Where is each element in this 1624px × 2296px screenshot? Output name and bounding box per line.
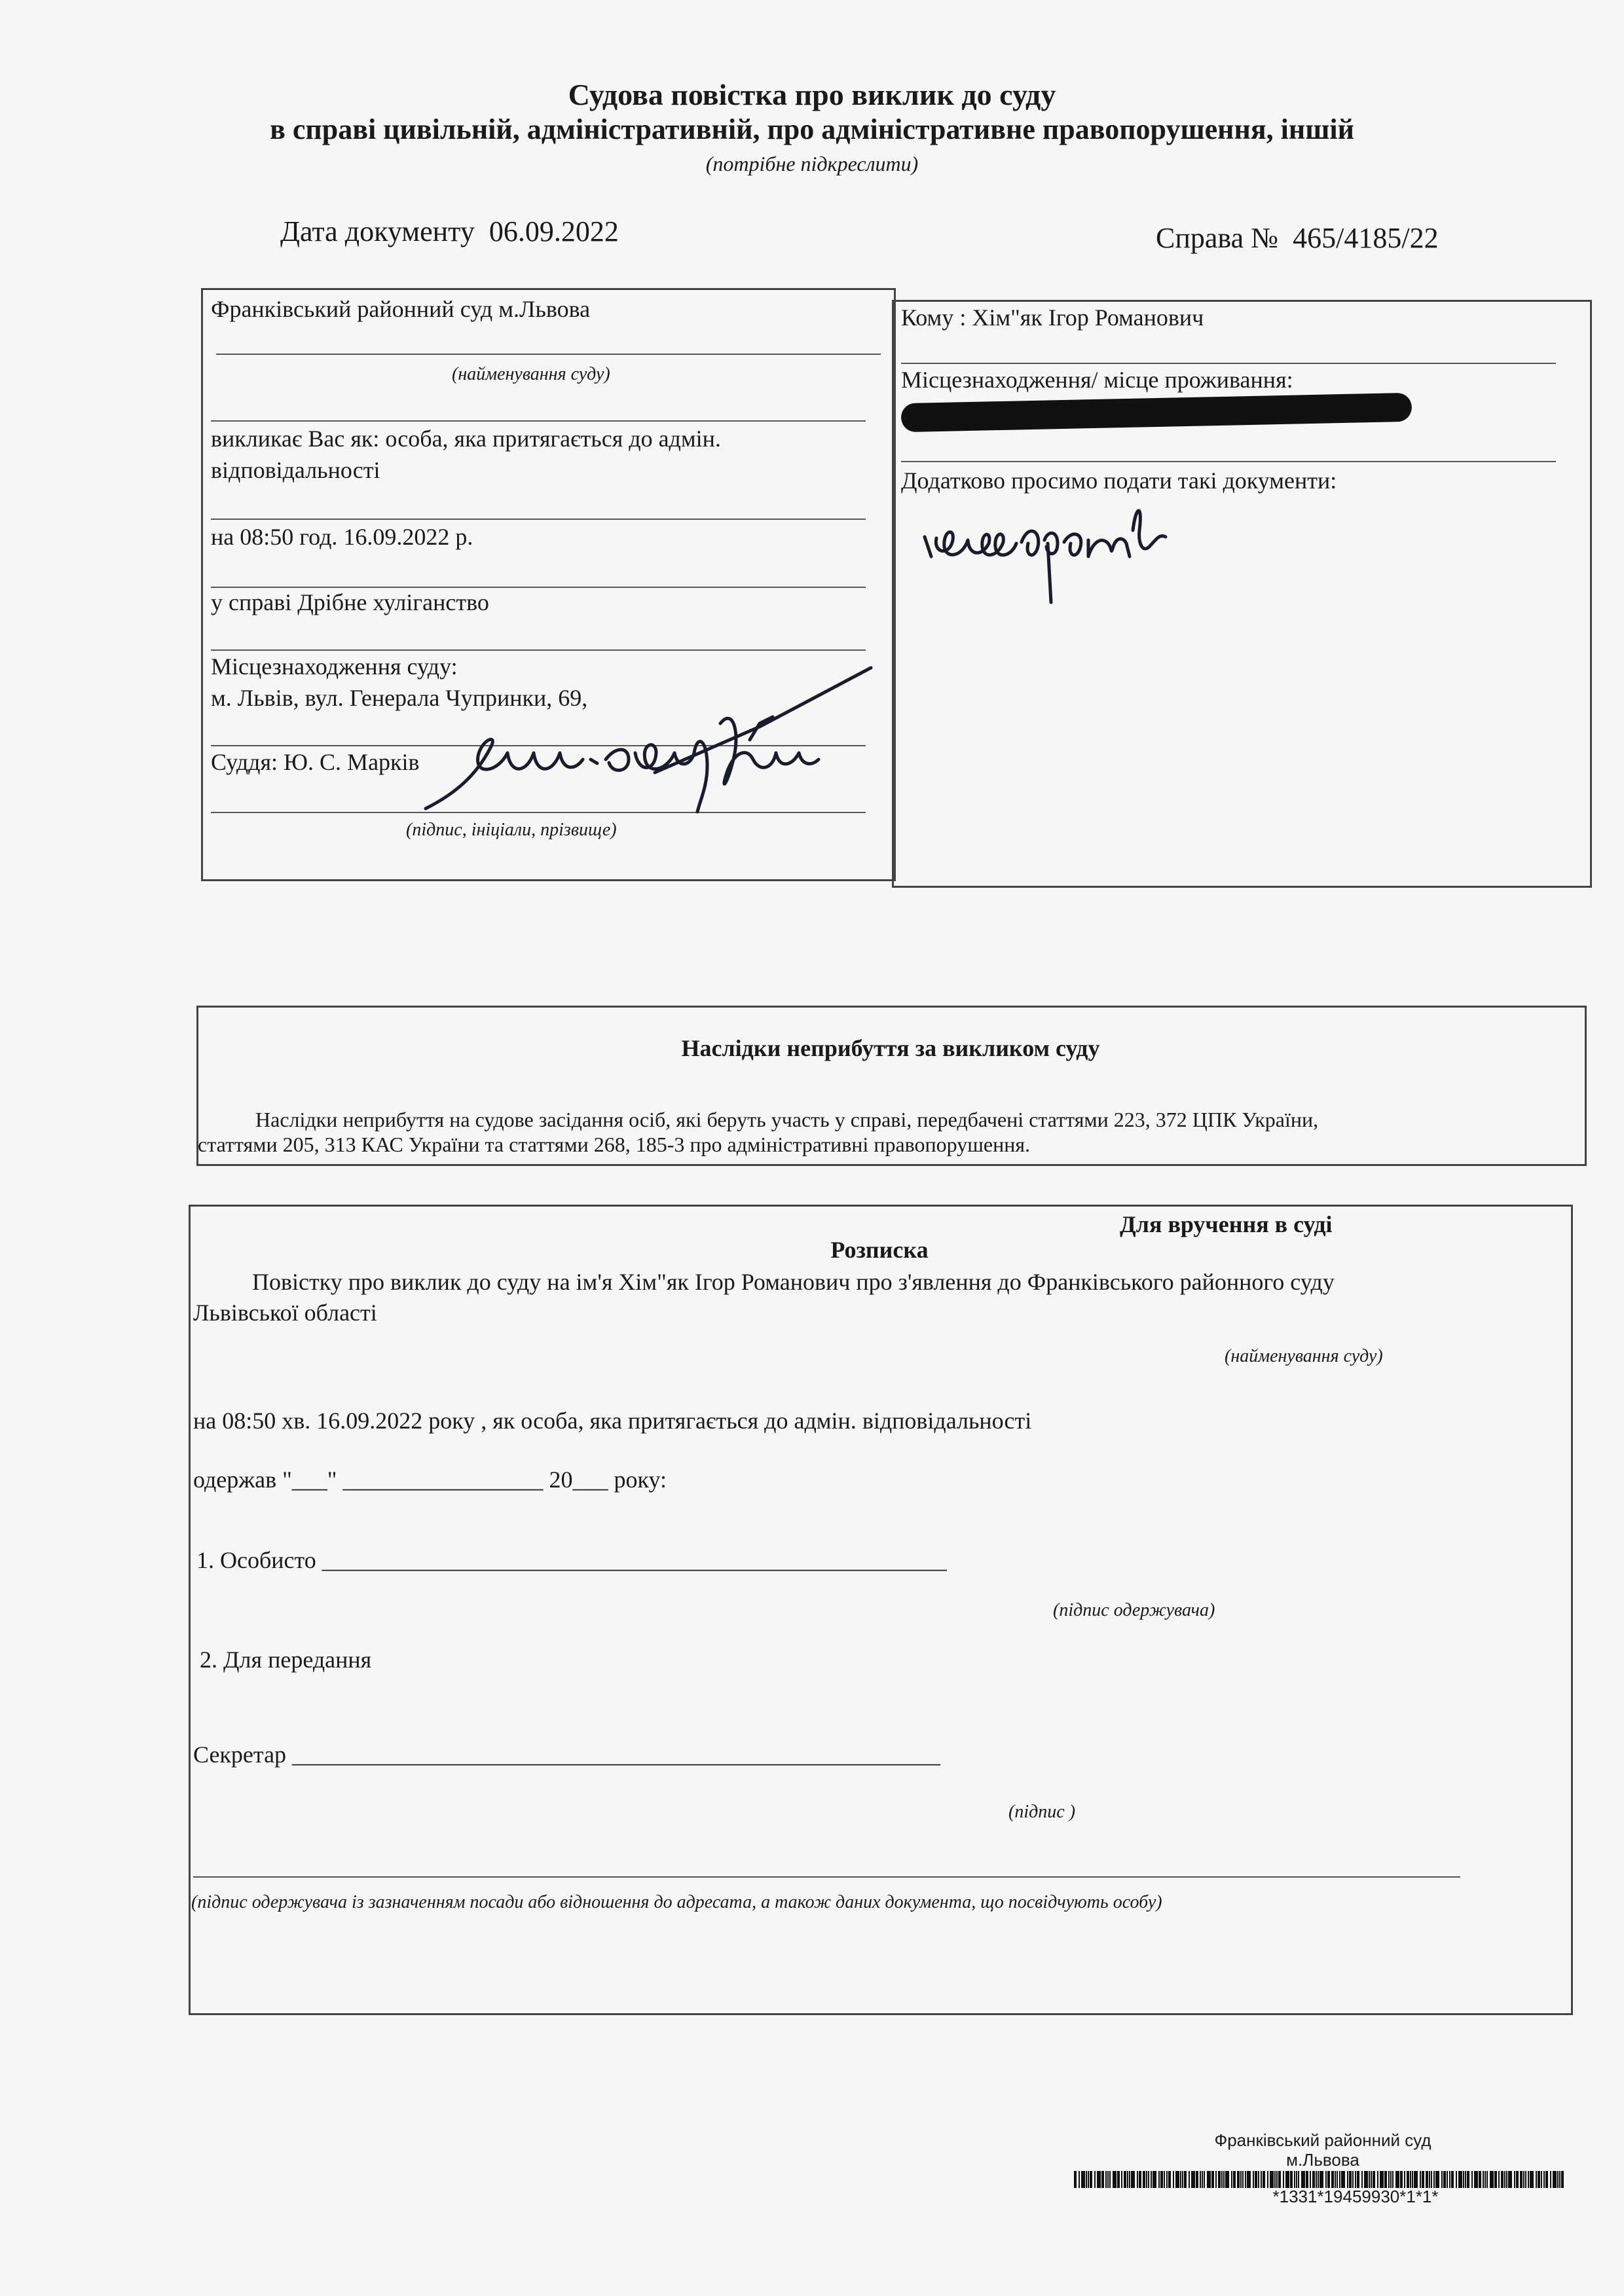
barcode-bar bbox=[1278, 2171, 1281, 2188]
barcode-bar bbox=[1390, 2171, 1392, 2188]
barcode-bar bbox=[1414, 2171, 1418, 2188]
barcode-text: *1331*19459930*1*1* bbox=[1272, 2187, 1439, 2206]
barcode-bar bbox=[1074, 2171, 1077, 2188]
barcode-bar bbox=[1211, 2171, 1214, 2188]
secretary-signature-caption: (підпис ) bbox=[1008, 1802, 1076, 1822]
barcode-bar bbox=[1335, 2171, 1336, 2188]
barcode-bar bbox=[1240, 2171, 1242, 2188]
barcode-bar bbox=[1339, 2171, 1340, 2188]
barcode-bar bbox=[1088, 2171, 1089, 2188]
barcode-bar bbox=[1355, 2171, 1356, 2188]
divider bbox=[216, 354, 881, 355]
barcode-bar bbox=[1361, 2171, 1363, 2188]
barcode-bar bbox=[1160, 2171, 1163, 2188]
barcode-bar bbox=[1325, 2171, 1327, 2188]
barcode-bar bbox=[1485, 2171, 1486, 2188]
judge-name: Суддя: Ю. С. Марків bbox=[211, 749, 420, 775]
barcode-bar bbox=[1467, 2171, 1469, 2188]
divider bbox=[211, 420, 866, 422]
date-label: Дата документу bbox=[280, 215, 475, 247]
barcode-bar bbox=[1447, 2171, 1448, 2188]
barcode-bar bbox=[1536, 2171, 1537, 2188]
barcode-bar bbox=[1298, 2171, 1299, 2188]
barcode-bar bbox=[1506, 2171, 1507, 2188]
barcode bbox=[1074, 2171, 1572, 2188]
barcode-bar bbox=[1514, 2171, 1515, 2188]
barcode-bar bbox=[1131, 2171, 1135, 2188]
barcode-bar bbox=[1173, 2171, 1174, 2188]
summons-as-line2: відповідальності bbox=[211, 457, 380, 483]
barcode-bar bbox=[1400, 2171, 1403, 2188]
barcode-bar bbox=[1449, 2171, 1450, 2188]
barcode-bar bbox=[1245, 2171, 1246, 2188]
barcode-bar bbox=[1557, 2171, 1559, 2188]
barcode-bar bbox=[1258, 2171, 1259, 2188]
signature-caption: (підпис, ініціали, прізвище) bbox=[406, 820, 617, 840]
barcode-bar bbox=[1270, 2171, 1274, 2188]
barcode-bar bbox=[1121, 2171, 1122, 2188]
barcode-bar bbox=[1407, 2171, 1409, 2188]
barcode-bar bbox=[1242, 2171, 1244, 2188]
barcode-bar bbox=[1310, 2171, 1311, 2188]
barcode-bar bbox=[1357, 2171, 1359, 2188]
document-subtitle: в справі цивільній, адміністративній, про адміністративне правопорушення, іншій bbox=[270, 113, 1354, 145]
documents-label: Додатково просимо подати такі документи: bbox=[901, 467, 1337, 494]
barcode-bar bbox=[1285, 2171, 1289, 2188]
receipt-line1: Повістку про виклик до суду на ім'я Хім"як Ігор Романович про з'явлення до Франківського районного суду bbox=[252, 1269, 1335, 1295]
barcode-bar bbox=[1504, 2171, 1505, 2188]
divider bbox=[901, 461, 1556, 462]
barcode-bar bbox=[1373, 2171, 1375, 2188]
barcode-bar bbox=[1327, 2171, 1330, 2188]
consequences-title: Наслідки неприбуття за викликом суду bbox=[681, 1035, 1100, 1061]
barcode-bar bbox=[1166, 2171, 1168, 2188]
barcode-bar bbox=[1320, 2171, 1323, 2188]
recipient-signature-caption: (підпис одержувача) bbox=[1053, 1600, 1215, 1620]
receipt-time-line: на 08:50 хв. 16.09.2022 року , як особа, яка притягається до адмін. відповідальності bbox=[193, 1408, 1032, 1434]
barcode-bar bbox=[1525, 2171, 1526, 2188]
consequences-text-line1: Наслідки неприбуття на судове засідання осіб, які беруть участь у справі, передбачені статтями 223, 372 ЦПК України, bbox=[255, 1108, 1319, 1131]
barcode-bar bbox=[1094, 2171, 1096, 2188]
barcode-bar bbox=[1369, 2171, 1370, 2188]
barcode-bar bbox=[1433, 2171, 1435, 2188]
barcode-bar bbox=[1253, 2171, 1254, 2188]
barcode-bar bbox=[1392, 2171, 1393, 2188]
court-name: Франківський районний суд м.Львова bbox=[211, 296, 591, 322]
handwritten-note bbox=[917, 491, 1218, 609]
barcode-bar bbox=[1151, 2171, 1152, 2188]
barcode-bar bbox=[1553, 2171, 1557, 2188]
barcode-bar bbox=[1520, 2171, 1522, 2188]
case-subject: у справі Дрібне хуліганство bbox=[211, 589, 489, 615]
barcode-bar bbox=[1196, 2171, 1198, 2188]
barcode-bar bbox=[1486, 2171, 1488, 2188]
barcode-bar bbox=[1508, 2171, 1512, 2188]
barcode-bar bbox=[1431, 2171, 1432, 2188]
barcode-bar bbox=[1113, 2171, 1116, 2188]
barcode-bar bbox=[1352, 2171, 1354, 2188]
barcode-bar bbox=[1316, 2171, 1317, 2188]
barcode-bar bbox=[1255, 2171, 1257, 2188]
barcode-bar bbox=[1331, 2171, 1334, 2188]
barcode-bar bbox=[1364, 2171, 1368, 2188]
barcode-bar bbox=[1422, 2171, 1424, 2188]
barcode-bar bbox=[1451, 2171, 1454, 2188]
address-label: Місцезнаходження/ місце проживання: bbox=[901, 367, 1293, 393]
barcode-bar bbox=[1233, 2171, 1236, 2188]
date-value: 06.09.2022 bbox=[489, 215, 619, 247]
barcode-bar bbox=[1184, 2171, 1187, 2188]
barcode-bar bbox=[1474, 2171, 1478, 2188]
barcode-bar bbox=[1231, 2171, 1232, 2188]
barcode-bar bbox=[1479, 2171, 1481, 2188]
barcode-bar bbox=[1341, 2171, 1345, 2188]
for-transfer-label: 2. Для передання bbox=[200, 1647, 372, 1673]
judge-signature bbox=[419, 661, 891, 818]
barcode-bar bbox=[1283, 2171, 1284, 2188]
received-line: одержав "___" _________________ 20___ року: bbox=[193, 1467, 667, 1493]
summons-as-line1: викликає Вас як: особа, яка притягається до адмін. bbox=[211, 426, 721, 452]
barcode-bar bbox=[1545, 2171, 1548, 2188]
barcode-bar bbox=[1267, 2171, 1268, 2188]
barcode-bar bbox=[1247, 2171, 1251, 2188]
barcode-bar bbox=[1337, 2171, 1338, 2188]
barcode-bar bbox=[1200, 2171, 1201, 2188]
barcode-bar bbox=[1148, 2171, 1149, 2188]
barcode-bar bbox=[1541, 2171, 1542, 2188]
case-number bbox=[1156, 223, 1439, 254]
barcode-bar bbox=[1164, 2171, 1165, 2188]
barcode-bar bbox=[1296, 2171, 1297, 2188]
barcode-bar bbox=[1435, 2171, 1439, 2188]
barcode-bar bbox=[1189, 2171, 1190, 2188]
barcode-bar bbox=[1153, 2171, 1156, 2188]
barcode-bar bbox=[1101, 2171, 1104, 2188]
barcode-bar bbox=[1097, 2171, 1101, 2188]
barcode-bar bbox=[1127, 2171, 1128, 2188]
personally-line: 1. Особисто _____________________________________________________ bbox=[196, 1547, 947, 1573]
barcode-bar bbox=[1290, 2171, 1293, 2188]
barcode-bar bbox=[1237, 2171, 1240, 2188]
barcode-bar bbox=[1117, 2171, 1120, 2188]
barcode-bar bbox=[1347, 2171, 1348, 2188]
court-stamp-line2: м.Львова bbox=[1286, 2150, 1359, 2170]
barcode-bar bbox=[1543, 2171, 1545, 2188]
barcode-bar bbox=[1384, 2171, 1387, 2188]
barcode-bar bbox=[1107, 2171, 1109, 2188]
receipt-line2: Львівської області bbox=[193, 1300, 377, 1326]
barcode-bar bbox=[1318, 2171, 1319, 2188]
barcode-bar bbox=[1429, 2171, 1430, 2188]
barcode-bar bbox=[1168, 2171, 1171, 2188]
barcode-bar bbox=[1550, 2171, 1551, 2188]
barcode-bar bbox=[1274, 2171, 1276, 2188]
barcode-bar bbox=[1182, 2171, 1183, 2188]
barcode-bar bbox=[1523, 2171, 1524, 2188]
consequences-text-line2: статтями 205, 313 КАС України та статтями 268, 185-3 про адміністративні правопорушення. bbox=[198, 1133, 1031, 1156]
barcode-bar bbox=[1139, 2171, 1141, 2188]
barcode-bar bbox=[1294, 2171, 1295, 2188]
court-location-label: Місцезнаходження суду: bbox=[211, 653, 458, 680]
barcode-bar bbox=[1458, 2171, 1462, 2188]
barcode-bar bbox=[1371, 2171, 1372, 2188]
document-date bbox=[280, 216, 619, 247]
barcode-bar bbox=[1129, 2171, 1130, 2188]
court-location-value: м. Львів, вул. Генерала Чупринки, 69, bbox=[211, 685, 588, 711]
barcode-bar bbox=[1426, 2171, 1428, 2188]
bottom-caption: (підпис одержувача із зазначенням посади або відношення до адресата, а також даних документа, що посвідчують особу) bbox=[191, 1892, 1162, 1912]
divider bbox=[211, 519, 866, 520]
barcode-bar bbox=[1301, 2171, 1305, 2188]
barcode-bar bbox=[1207, 2171, 1211, 2188]
receipt-title: Розписка bbox=[830, 1237, 929, 1263]
for-court-label: Для вручення в суді bbox=[1120, 1211, 1333, 1237]
barcode-bar bbox=[1276, 2171, 1278, 2188]
barcode-bar bbox=[1086, 2171, 1087, 2188]
barcode-bar bbox=[1081, 2171, 1085, 2188]
barcode-bar bbox=[1528, 2171, 1529, 2188]
barcode-bar bbox=[1471, 2171, 1473, 2188]
barcode-bar bbox=[1146, 2171, 1147, 2188]
barcode-bar bbox=[1090, 2171, 1092, 2188]
secretary-line: Секретар _______________________________________________________ bbox=[193, 1741, 941, 1768]
barcode-bar bbox=[1079, 2171, 1080, 2188]
barcode-bar bbox=[1443, 2171, 1446, 2188]
case-label: Справа № bbox=[1156, 222, 1279, 254]
barcode-bar bbox=[1225, 2171, 1229, 2188]
case-value: 465/4185/22 bbox=[1293, 222, 1439, 254]
barcode-bar bbox=[1306, 2171, 1308, 2188]
divider bbox=[193, 1876, 1460, 1878]
summons-time: на 08:50 год. 16.09.2022 р. bbox=[211, 524, 473, 550]
divider bbox=[901, 363, 1556, 364]
divider bbox=[211, 587, 866, 588]
barcode-bar bbox=[1191, 2171, 1195, 2188]
barcode-bar bbox=[1494, 2171, 1497, 2188]
barcode-bar bbox=[1175, 2171, 1179, 2188]
barcode-bar bbox=[1561, 2171, 1564, 2188]
barcode-bar bbox=[1441, 2171, 1443, 2188]
barcode-bar bbox=[1483, 2171, 1484, 2188]
barcode-bar bbox=[1420, 2171, 1421, 2188]
receipt-court-caption: (найменування суду) bbox=[1225, 1346, 1383, 1366]
barcode-bar bbox=[1463, 2171, 1464, 2188]
barcode-bar bbox=[1498, 2171, 1500, 2188]
barcode-bar bbox=[1388, 2171, 1390, 2188]
barcode-bar bbox=[1105, 2171, 1107, 2188]
barcode-bar bbox=[1538, 2171, 1540, 2188]
barcode-bar bbox=[1263, 2171, 1265, 2188]
underline-note: (потрібне підкреслити) bbox=[705, 152, 919, 175]
barcode-bar bbox=[1215, 2171, 1217, 2188]
barcode-bar bbox=[1516, 2171, 1519, 2188]
barcode-bar bbox=[1202, 2171, 1203, 2188]
barcode-bar bbox=[1204, 2171, 1205, 2188]
recipient: Кому : Хім"як Ігор Романович bbox=[901, 304, 1204, 331]
barcode-bar bbox=[1124, 2171, 1126, 2188]
barcode-bar bbox=[1530, 2171, 1534, 2188]
barcode-bar bbox=[1109, 2171, 1111, 2188]
barcode-bar bbox=[1180, 2171, 1181, 2188]
barcode-bar bbox=[1158, 2171, 1160, 2188]
barcode-bar bbox=[1312, 2171, 1315, 2188]
barcode-bar bbox=[1395, 2171, 1399, 2188]
barcode-bar bbox=[1223, 2171, 1225, 2188]
barcode-bar bbox=[1410, 2171, 1411, 2188]
barcode-bar bbox=[1221, 2171, 1223, 2188]
barcode-bar bbox=[1412, 2171, 1413, 2188]
court-stamp-line1: Франківський районний суд bbox=[1214, 2130, 1431, 2150]
divider bbox=[211, 649, 866, 651]
barcode-bar bbox=[1349, 2171, 1352, 2188]
barcode-bar bbox=[1377, 2171, 1378, 2188]
court-caption: (найменування суду) bbox=[452, 364, 610, 384]
barcode-bar bbox=[1218, 2171, 1221, 2188]
barcode-bar bbox=[1490, 2171, 1494, 2188]
barcode-bar bbox=[1456, 2171, 1457, 2188]
barcode-bar bbox=[1137, 2171, 1138, 2188]
document-title: Судова повістка про виклик до суду bbox=[568, 78, 1056, 111]
barcode-bar bbox=[1404, 2171, 1405, 2188]
barcode-bar bbox=[1501, 2171, 1504, 2188]
barcode-bar bbox=[1380, 2171, 1384, 2188]
barcode-bar bbox=[1143, 2171, 1145, 2188]
barcode-bar bbox=[1559, 2171, 1560, 2188]
barcode-bar bbox=[1261, 2171, 1262, 2188]
barcode-bar bbox=[1465, 2171, 1466, 2188]
